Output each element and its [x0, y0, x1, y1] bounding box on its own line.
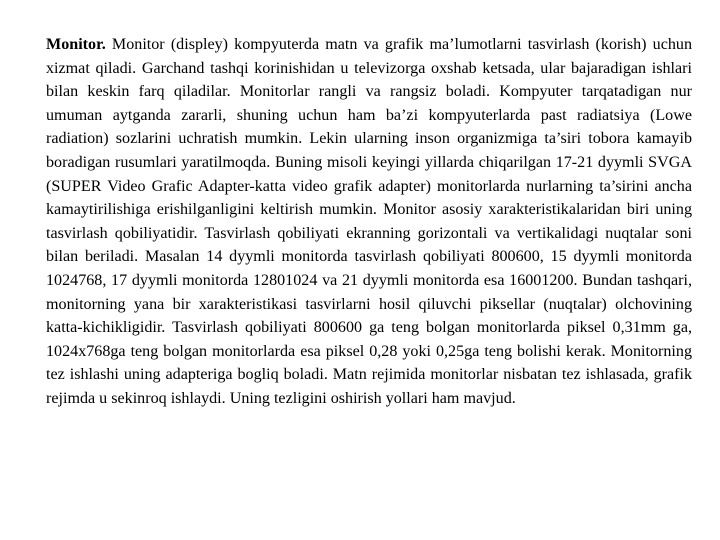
paragraph-heading: Monitor. [46, 36, 106, 53]
paragraph-text: Monitor (displey) kompyuterda matn va grafik ma’lumotlarni tasvirlash (korish) uchun xizmat qiladi. Garchand tashqi korinishidan u televizorga oxshab ketsada, ular bajaradigan ishlari bilan keskin farq qiladilar. Monitorlar rangli va rangsiz boladi. Kompyuter tarqatadigan nur umuman aytganda zararli, shuning uchun ham ba’zi kompyuterlarda past radiatsiya (Lowe radiation) sozlarini uchratish mumkin. Lekin ularning inson organizmiga ta’siri tobora kamayib boradigan rusumlari yaratilmoqda. Buning misoli keyingi yillarda chiqarilgan 17-21 dyymli SVGA (SUPER Video Grafic Adapter-katta video grafik adapter) monitorlarda nurlarning ta’sirini ancha kamaytirilishiga erishilganligini keltirish mumkin. Monitor asosiy xarakteristikalaridan biri uning tasvirlash qobiliyatidir. Tasvirlash qobiliyati ekranning gorizontali va vertikalidagi nuqtalar soni bilan beriladi. Masalan 14 dyymli monitorda tasvirlash qobiliyati 800600, 15 dyymli monitorda 1024768, 17 dyymli monitorda 12801024 va 21 dyymli monitorda esa 16001200. Bundan tashqari, monitorning yana bir xarakteristikasi tasvirlarni hosil qiluvchi piksellar (nuqtalar) olchovining katta-kichikligidir. Tasvirlash qobiliyati 800600 ga teng bolgan monitorlarda piksel 0,31mm ga, 1024x768ga teng bolgan monitorlarda esa piksel 0,28 yoki 0,25ga teng bolishi kerak. Monitorning tez ishlashi uning adapteriga bogliq boladi. Matn rejimida monitorlar nisbatan tez ishlasada, grafik rejimda u sekinroq ishlaydi. Uning tezligini oshirish yollari ham mavjud. [46, 36, 692, 407]
body-paragraph [46, 33, 692, 411]
